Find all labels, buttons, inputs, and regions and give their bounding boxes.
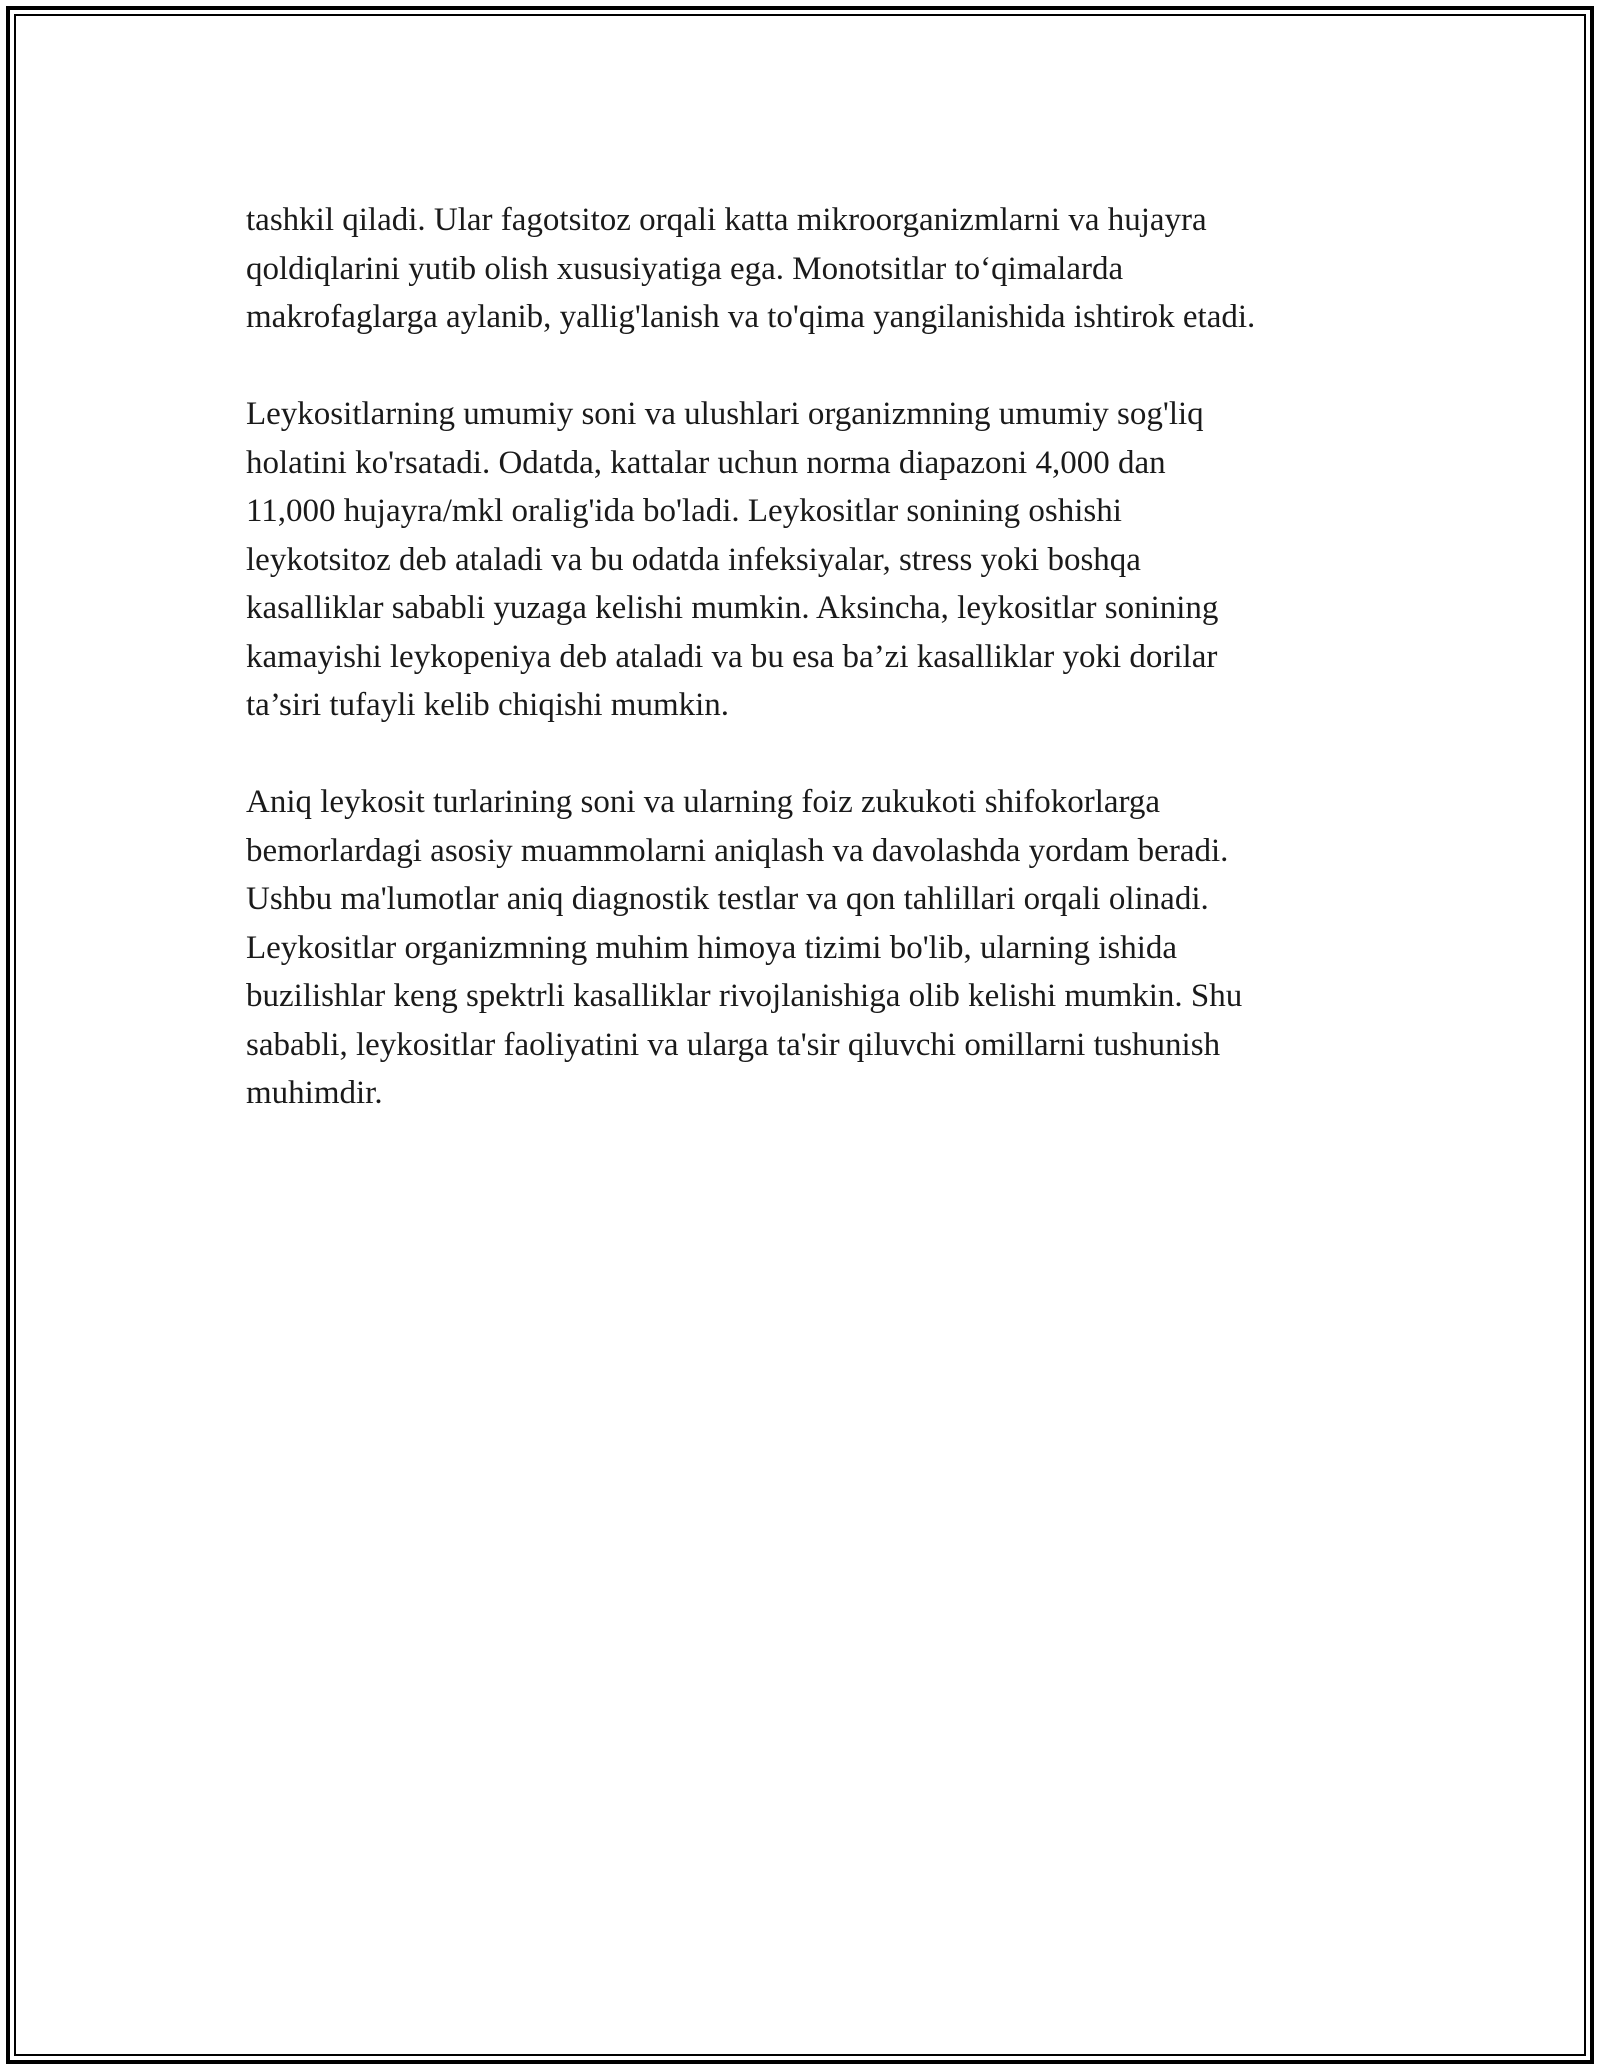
text-line: Leykositlar organizmning muhim himoya tizimi bo'lib, ularning ishida <box>246 929 1178 966</box>
text-line: kasalliklar sababli yuzaga kelishi mumkin. Aksincha, leykositlar sonining <box>246 590 1219 626</box>
text-line: Ushbu ma'lumotlar aniq diagnostik testlar va qon tahlillari orqali olinadi. <box>246 881 1209 917</box>
text-line: holatini ko'rsatadi. Odatda, kattalar uchun norma diapazoni 4,000 dan <box>246 444 1166 481</box>
text-line: bemorlardagi asosiy muammolarni aniqlash va davolashda yordam beradi. <box>246 832 1229 869</box>
paragraph-2 <box>246 390 1396 730</box>
page-border <box>6 6 1594 2064</box>
paragraph-3 <box>246 778 1396 1118</box>
text-line: ta’siri tufayli kelib chiqishi mumkin. <box>246 687 730 723</box>
text-line: sababli, leykositlar faoliyatini va ularga ta'sir qiluvchi omillarni tushunish <box>246 1026 1221 1063</box>
text-line: qoldiqlarini yutib olish xususiyatiga ega. Monotsitlar to‘qimalarda <box>246 250 1124 287</box>
text-line: muhimdir. <box>246 1075 383 1111</box>
text-line: kamayishi leykopeniya deb ataladi va bu esa ba’zi kasalliklar yoki dorilar <box>246 638 1218 675</box>
text-line: Aniq leykosit turlarining soni va ularning foiz zukukoti shifokorlarga <box>246 784 1161 820</box>
paragraph-1 <box>246 196 1396 342</box>
text-line: tashkil qiladi. Ular fagotsitoz orqali katta mikroorganizmlarni va hujayra <box>246 202 1207 238</box>
text-line: makrofaglarga aylanib, yallig'lanish va to'qima yangilanishida ishtirok etadi. <box>246 299 1256 335</box>
document-body <box>246 196 1396 1166</box>
text-line: buzilishlar keng spektrli kasalliklar rivojlanishiga olib kelishi mumkin. Shu <box>246 978 1243 1014</box>
text-line: 11,000 hujayra/mkl oralig'ida bo'ladi. Leykositlar sonining oshishi <box>246 493 1122 529</box>
text-line: Leykositlarning umumiy soni va ulushlari organizmning umumiy sog'liq <box>246 396 1204 432</box>
text-line: leykotsitoz deb ataladi va bu odatda infeksiyalar, stress yoki boshqa <box>246 541 1141 578</box>
